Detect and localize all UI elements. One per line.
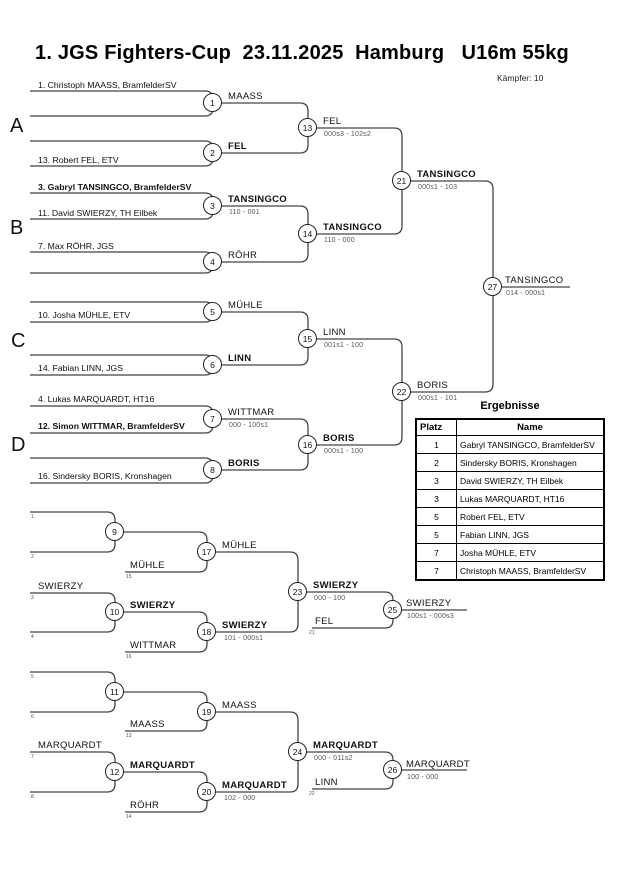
match-4-winner-label: RÖHR [228,250,258,261]
repechage-ref-22: 22 [309,791,315,797]
match-10-winner-label: SWIERZY [130,600,176,611]
repechage-entry-marquardt: MARQUARDT [38,740,102,751]
section-label-c: C [11,330,26,352]
match-24-circle: 24 [288,742,307,761]
seed-maass: 1. Christoph MAASS, BramfelderSV [38,80,177,90]
section-label-b: B [10,217,24,239]
match-23-score: 000 - 100 [314,595,346,602]
match-15-circle: 15 [298,329,317,348]
seed-tansingco: 3. Gabryl TANSINGCO, BramfelderSV [38,182,192,192]
match-24-score: 000 - 011s2 [314,755,353,762]
table-row [416,472,604,490]
result-platz: 7 [416,544,457,562]
results-header-row [416,419,604,436]
match-6-winner-label: LINN [228,353,252,364]
match-5-winner-label: MÜHLE [228,300,263,311]
fighters-count: Kämpfer: 10 [497,73,544,83]
section-label-a: A [10,115,24,137]
repechage-ref-4: 4 [31,634,34,640]
match-6-circle: 6 [203,355,222,374]
results-header-name: Name [457,419,605,436]
match-19-winner-label: MAASS [222,700,257,711]
match-8-circle: 8 [203,460,222,479]
match-21-circle: 21 [392,171,411,190]
seed-linn: 14. Fabian LINN, JGS [38,363,123,373]
match-2-winner-label: FEL [228,141,247,152]
match-7-score: 000 - 100s1 [229,422,269,429]
match-17-winner-label: MÜHLE [222,540,257,551]
result-platz: 2 [416,454,457,472]
result-platz: 3 [416,472,457,490]
match-26-circle: 26 [383,760,402,779]
match-23-circle: 23 [288,582,307,601]
result-platz: 5 [416,526,457,544]
results-title: Ergebnisse [480,400,540,412]
result-name: Robert FEL, ETV [457,508,605,526]
result-platz: 5 [416,508,457,526]
match-16-score: 000s1 - 100 [324,448,364,455]
repechage-entry-roehr: RÖHR [130,800,160,811]
result-name: Lukas MARQUARDT, HT16 [457,490,605,508]
match-16-circle: 16 [298,435,317,454]
results-table [415,418,605,581]
match-13-winner-label: FEL [323,116,342,127]
repechage-entry-wittmar: WITTMAR [130,640,177,651]
match-25-winner-label: SWIERZY [406,598,452,609]
match-21-winner-label: TANSINGCO [417,169,476,180]
repechage-entry-swierzy: SWIERZY [38,581,84,592]
match-7-winner-label: WITTMAR [228,407,275,418]
match-27-winner-label: TANSINGCO [505,275,564,286]
repechage-entry-fel: FEL [315,616,334,627]
match-8-winner-label: BORIS [228,458,260,469]
match-22-circle: 22 [392,382,411,401]
result-name: Josha MÜHLE, ETV [457,544,605,562]
page-title: 1. JGS Fighters-Cup 23.11.2025 Hamburg U16m 55kg [35,42,569,64]
result-platz: 1 [416,436,457,454]
match-12-circle: 12 [105,762,124,781]
match-25-score: 100s1 - 000s3 [407,613,454,620]
match-3-circle: 3 [203,196,222,215]
match-23-winner-label: SWIERZY [313,580,359,591]
match-13-circle: 13 [298,118,317,137]
match-18-circle: 18 [197,622,216,641]
repechage-ref-7: 7 [31,754,34,760]
match-26-winner-label: MARQUARDT [406,759,470,770]
results-header-platz: Platz [416,419,457,436]
seed-wittmar: 12. Simon WITTMAR, BramfelderSV [38,421,185,431]
repechage-entry-maass: MAASS [130,719,165,730]
result-name: Sindersky BORIS, Kronshagen [457,454,605,472]
repechage-ref-5: 5 [31,674,34,680]
match-21-score: 000s1 - 103 [418,184,458,191]
match-5-circle: 5 [203,302,222,321]
seed-marquardt: 4. Lukas MARQUARDT, HT16 [38,394,155,404]
repechage-ref-13: 13 [126,733,132,739]
section-label-d: D [11,434,26,456]
repechage-ref-16: 16 [126,654,132,660]
match-18-winner-label: SWIERZY [222,620,268,631]
match-15-winner-label: LINN [323,327,346,338]
result-name: David SWIERZY, TH Eilbek [457,472,605,490]
table-row [416,526,604,544]
match-22-score: 000s1 - 101 [418,395,458,402]
table-row [416,490,604,508]
table-row [416,544,604,562]
match-7-circle: 7 [203,409,222,428]
match-22-winner-label: BORIS [417,380,449,391]
match-4-circle: 4 [203,252,222,271]
match-11-circle: 11 [105,682,124,701]
table-row [416,454,604,472]
table-row [416,508,604,526]
result-platz: 3 [416,490,457,508]
match-14-score: 110 - 000 [324,237,355,244]
repechage-ref-3: 3 [31,595,34,601]
repechage-ref-14: 14 [126,814,132,820]
match-20-circle: 20 [197,782,216,801]
repechage-ref-21: 21 [309,630,315,636]
match-2-circle: 2 [203,143,222,162]
match-13-score: 000s3 - 102s2 [324,131,371,138]
match-9-circle: 9 [105,522,124,541]
match-19-circle: 19 [197,702,216,721]
repechage-ref-1: 1 [31,514,34,520]
match-14-winner-label: TANSINGCO [323,222,382,233]
match-17-circle: 17 [197,542,216,561]
table-row [416,436,604,454]
match-25-circle: 25 [383,600,402,619]
table-row [416,562,604,581]
seed-muehle: 10. Josha MÜHLE, ETV [38,310,131,320]
match-24-winner-label: MARQUARDT [313,740,378,751]
repechage-ref-6: 6 [31,714,34,720]
seed-roehr: 7. Max RÖHR, JGS [38,241,114,251]
result-name: Gabryl TANSINGCO, BramfelderSV [457,436,605,454]
match-10-circle: 10 [105,602,124,621]
repechage-entry-muehle: MÜHLE [130,560,165,571]
result-name: Christoph MAASS, BramfelderSV [457,562,605,581]
match-16-winner-label: BORIS [323,433,355,444]
repechage-ref-15: 15 [126,574,132,580]
match-12-winner-label: MARQUARDT [130,760,195,771]
match-20-score: 102 - 000 [224,795,256,802]
match-15-score: 001s1 - 100 [324,342,364,349]
repechage-ref-2: 2 [31,554,34,560]
match-18-score: 101 - 000s1 [224,635,264,642]
seed-boris: 16. Sindersky BORIS, Kronshagen [38,471,172,481]
seed-fel: 13. Robert FEL, ETV [38,155,119,165]
match-3-score: 110 - 001 [229,209,260,216]
result-platz: 7 [416,562,457,581]
repechage-ref-8: 8 [31,794,34,800]
match-27-circle: 27 [483,277,502,296]
match-3-winner-label: TANSINGCO [228,194,287,205]
match-1-circle: 1 [203,93,222,112]
seed-swierzy: 11. David SWIERZY, TH Eilbek [38,208,158,218]
repechage-entry-linn: LINN [315,777,338,788]
result-name: Fabian LINN, JGS [457,526,605,544]
match-20-winner-label: MARQUARDT [222,780,287,791]
match-1-winner-label: MAASS [228,91,263,102]
match-27-score: 014 - 000s1 [506,290,546,297]
match-14-circle: 14 [298,224,317,243]
match-26-score: 100 - 000 [407,774,439,781]
